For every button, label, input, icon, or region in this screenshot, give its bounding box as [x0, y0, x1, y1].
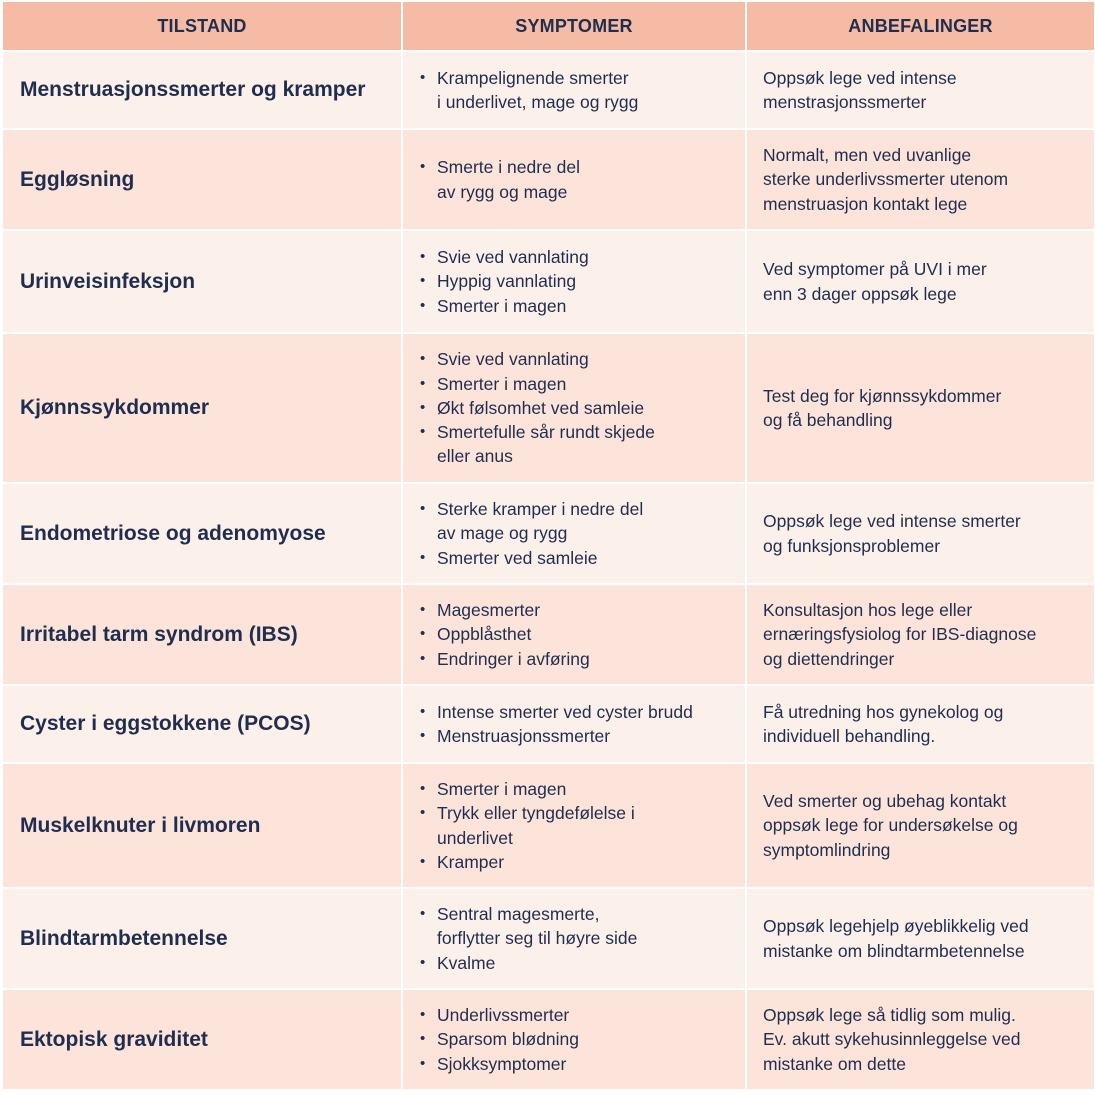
symptom-item: • Smerter i magen: [420, 777, 737, 801]
conditions-table: [1, 0, 1095, 1091]
symptom-item: • Sterke kramper i nedre del av mage og rygg: [420, 497, 737, 545]
symptom-item: • Smerter i magen: [420, 372, 737, 396]
symptom-item: • Svie ved vannlating: [420, 347, 737, 371]
recommendation-cell: [746, 129, 1095, 230]
table-row: [2, 51, 1095, 129]
symptom-item: • Kvalme: [420, 951, 737, 975]
condition-cell: Menstruasjonssmerter og kramper: [2, 51, 402, 129]
recommendation-text: Få utredning hos gynekolog og individuell behandling.: [763, 701, 1004, 746]
table-row: [2, 230, 1095, 333]
condition-cell: Endometriose og adenomyose: [2, 483, 402, 584]
symptoms-list: [420, 598, 737, 671]
symptom-item: • Sjokksymptomer: [420, 1052, 737, 1076]
table-row: [2, 989, 1095, 1090]
recommendation-cell: [746, 685, 1095, 763]
table-row: [2, 685, 1095, 763]
recommendation-cell: [746, 763, 1095, 888]
condition-cell: Kjønnssykdommer: [2, 333, 402, 483]
symptoms-list: [420, 155, 737, 203]
symptom-item: • Smertefulle sår rundt skjede eller anus: [420, 420, 737, 468]
symptoms-cell: [402, 483, 746, 584]
symptom-item: • Trykk eller tyngdefølelse i underlivet: [420, 801, 737, 849]
header-symptoms: SYMPTOMER: [402, 1, 746, 51]
symptoms-list: [420, 777, 737, 874]
table-row: [2, 763, 1095, 888]
symptom-item: • Sparsom blødning: [420, 1027, 737, 1051]
condition-cell: Muskelknuter i livmoren: [2, 763, 402, 888]
recommendation-cell: [746, 51, 1095, 129]
symptoms-cell: [402, 989, 746, 1090]
recommendation-cell: [746, 888, 1095, 989]
condition-cell: Eggløsning: [2, 129, 402, 230]
recommendation-cell: [746, 584, 1095, 685]
symptom-item: • Svie ved vannlating: [420, 245, 737, 269]
recommendation-text: Normalt, men ved uvanlige sterke underlivssmerter utenom menstruasjon kontakt lege: [763, 145, 1009, 214]
table-row: [2, 483, 1095, 584]
recommendation-text: Ved smerter og ubehag kontakt oppsøk lege for undersøkelse og symptomlindring: [763, 791, 1018, 860]
recommendation-text: Oppsøk legehjelp øyeblikkelig ved mistanke om blindtarmbetennelse: [763, 916, 1029, 961]
symptom-item: • Smerte i nedre del av rygg og mage: [420, 155, 737, 203]
symptoms-list: [420, 245, 737, 318]
table-body: [2, 51, 1095, 1090]
condition-cell: Irritabel tarm syndrom (IBS): [2, 584, 402, 685]
symptom-item: • Magesmerter: [420, 598, 737, 622]
header-recommendations: ANBEFALINGER: [746, 1, 1095, 51]
condition-cell: Blindtarmbetennelse: [2, 888, 402, 989]
symptom-item: • Krampelignende smerter i underlivet, mage og rygg: [420, 66, 737, 114]
symptom-item: • Smerter i magen: [420, 294, 737, 318]
recommendation-text: Ved symptomer på UVI i mer enn 3 dager oppsøk lege: [763, 259, 987, 304]
recommendation-cell: [746, 483, 1095, 584]
symptom-item: • Kramper: [420, 850, 737, 874]
header-condition: TILSTAND: [2, 1, 402, 51]
recommendation-cell: [746, 230, 1095, 333]
symptoms-cell: [402, 129, 746, 230]
symptoms-cell: [402, 763, 746, 888]
table-row: [2, 584, 1095, 685]
condition-cell: Urinveisinfeksjon: [2, 230, 402, 333]
recommendation-cell: [746, 333, 1095, 483]
symptoms-cell: [402, 333, 746, 483]
table-header: [2, 1, 1095, 51]
symptoms-list: [420, 497, 737, 570]
symptoms-list: [420, 347, 737, 468]
symptom-item: • Endringer i avføring: [420, 647, 737, 671]
symptoms-cell: [402, 230, 746, 333]
symptoms-cell: [402, 584, 746, 685]
table-row: [2, 333, 1095, 483]
header-row: [2, 1, 1095, 51]
condition-cell: Cyster i eggstokkene (PCOS): [2, 685, 402, 763]
recommendation-text: Oppsøk lege ved intense smerter og funksjonsproblemer: [763, 511, 1021, 556]
symptoms-list: [420, 700, 737, 748]
symptoms-cell: [402, 685, 746, 763]
condition-cell: Ektopisk graviditet: [2, 989, 402, 1090]
symptom-item: • Menstruasjonssmerter: [420, 724, 737, 748]
symptom-item: • Intense smerter ved cyster brudd: [420, 700, 737, 724]
symptoms-list: [420, 1003, 737, 1076]
symptom-item: • Hyppig vannlating: [420, 269, 737, 293]
symptom-item: • Økt følsomhet ved samleie: [420, 396, 737, 420]
table-row: [2, 129, 1095, 230]
recommendation-text: Test deg for kjønnssykdommer og få behandling: [763, 385, 1002, 430]
symptoms-cell: [402, 51, 746, 129]
symptoms-cell: [402, 888, 746, 989]
symptom-item: • Oppblåsthet: [420, 622, 737, 646]
table-row: [2, 888, 1095, 989]
symptom-item: • Smerter ved samleie: [420, 546, 737, 570]
recommendation-cell: [746, 989, 1095, 1090]
symptom-item: • Underlivssmerter: [420, 1003, 737, 1027]
symptom-item: • Sentral magesmerte, forflytter seg til høyre side: [420, 902, 737, 950]
recommendation-text: Oppsøk lege så tidlig som mulig. Ev. akutt sykehusinnleggelse ved mistanke om dette: [763, 1005, 1021, 1074]
recommendation-text: Konsultasjon hos lege eller ernæringsfysiolog for IBS-diagnose og diettendringer: [763, 600, 1037, 669]
symptoms-list: [420, 66, 737, 114]
recommendation-text: Oppsøk lege ved intense menstrasjonssmerter: [763, 67, 957, 112]
symptoms-list: [420, 902, 737, 975]
